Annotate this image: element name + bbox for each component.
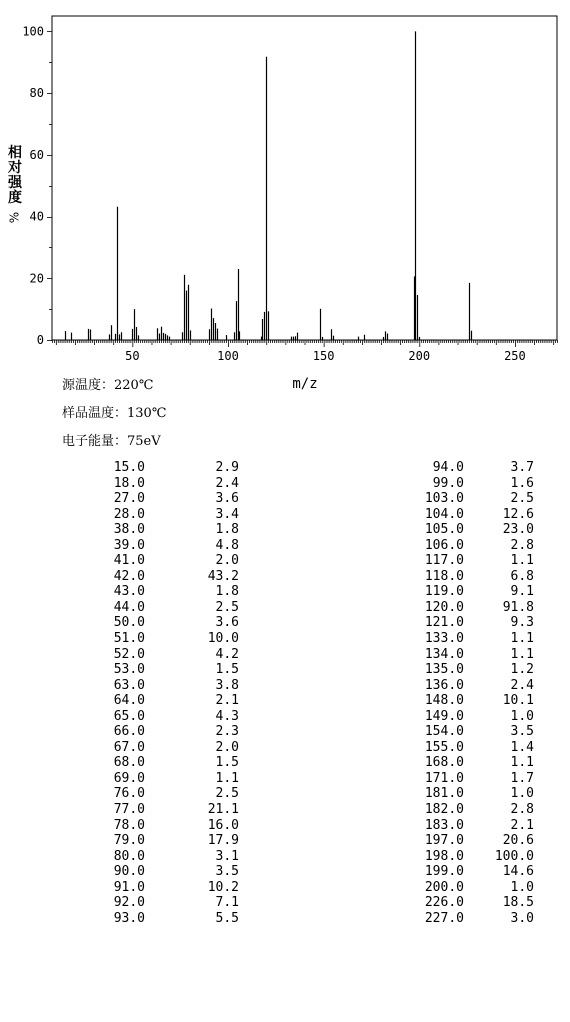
intensity-cell: 1.1: [510, 646, 534, 662]
intensity-cell: 12.6: [502, 506, 534, 522]
y-axis-label: [6, 146, 24, 225]
intensity-cell: 18.5: [502, 895, 534, 911]
intensity-cell: 20.6: [502, 833, 534, 849]
table-row: [90, 476, 534, 492]
mz-cell: 226.0: [424, 895, 464, 911]
intensity-cell: 1.5: [215, 662, 239, 678]
table-row: [90, 880, 534, 896]
mz-cell: 41.0: [113, 553, 145, 569]
intensity-cell: 10.2: [207, 879, 239, 895]
table-row: [90, 740, 534, 756]
mz-cell: 63.0: [113, 677, 145, 693]
intensity-cell: 1.7: [510, 770, 534, 786]
mz-cell: 43.0: [113, 584, 145, 600]
mz-cell: 99.0: [432, 475, 464, 491]
intensity-cell: 7.1: [215, 895, 239, 911]
mz-cell: 50.0: [113, 615, 145, 631]
mz-cell: 119.0: [424, 584, 464, 600]
y-tick-label: 80: [29, 86, 44, 101]
peak-table: [90, 460, 534, 926]
mz-cell: 200.0: [424, 879, 464, 895]
intensity-cell: 1.5: [215, 755, 239, 771]
mz-cell: 77.0: [113, 802, 145, 818]
mz-cell: 38.0: [113, 522, 145, 538]
mz-cell: 93.0: [113, 910, 145, 926]
intensity-cell: 2.9: [215, 460, 239, 475]
intensity-cell: 2.1: [215, 693, 239, 709]
mz-cell: 76.0: [113, 786, 145, 802]
mz-cell: 44.0: [113, 599, 145, 615]
intensity-cell: 2.4: [510, 677, 534, 693]
mz-cell: 148.0: [424, 693, 464, 709]
mz-cell: 103.0: [424, 491, 464, 507]
intensity-cell: 3.6: [215, 615, 239, 631]
electron-energy: 电子能量：75eV: [62, 434, 161, 449]
mz-cell: 134.0: [424, 646, 464, 662]
mz-cell: 27.0: [113, 491, 145, 507]
table-row: [90, 786, 534, 802]
mz-cell: 136.0: [424, 677, 464, 693]
mz-cell: 80.0: [113, 848, 145, 864]
table-row: [90, 802, 534, 818]
mz-cell: 65.0: [113, 708, 145, 724]
x-tick-label: 50: [125, 349, 140, 363]
table-row: [90, 491, 534, 507]
mz-cell: 154.0: [424, 724, 464, 740]
mz-cell: 79.0: [113, 833, 145, 849]
mz-cell: 199.0: [424, 864, 464, 880]
mz-cell: 181.0: [424, 786, 464, 802]
mz-cell: 42.0: [113, 568, 145, 584]
mz-cell: 92.0: [113, 895, 145, 911]
mz-cell: 18.0: [113, 475, 145, 491]
table-row: [90, 833, 534, 849]
mz-cell: 69.0: [113, 770, 145, 786]
spectrum-bars: [66, 31, 472, 340]
table-row: [90, 895, 534, 911]
table-row: [90, 662, 534, 678]
y-tick-label: 60: [29, 147, 44, 162]
mz-cell: 104.0: [424, 506, 464, 522]
intensity-cell: 1.1: [510, 755, 534, 771]
mz-cell: 53.0: [113, 662, 145, 678]
mz-cell: 121.0: [424, 615, 464, 631]
mz-cell: 149.0: [424, 708, 464, 724]
intensity-cell: 6.8: [510, 568, 534, 584]
plot-border: [52, 16, 557, 340]
intensity-cell: 1.0: [510, 786, 534, 802]
mz-cell: 197.0: [424, 833, 464, 849]
mz-cell: 133.0: [424, 631, 464, 647]
table-row: [90, 709, 534, 725]
intensity-cell: 10.0: [207, 631, 239, 647]
x-tick-label: 200: [408, 349, 431, 363]
mz-cell: 135.0: [424, 662, 464, 678]
intensity-cell: 1.4: [510, 739, 534, 755]
intensity-cell: 3.5: [215, 864, 239, 880]
intensity-cell: 4.3: [215, 708, 239, 724]
intensity-cell: 2.1: [510, 817, 534, 833]
table-row: [90, 724, 534, 740]
intensity-cell: 16.0: [207, 817, 239, 833]
y-tick-label: 0: [36, 333, 44, 347]
intensity-cell: 3.5: [510, 724, 534, 740]
table-row: [90, 584, 534, 600]
table-row: [90, 755, 534, 771]
mz-cell: 182.0: [424, 802, 464, 818]
mz-cell: 171.0: [424, 770, 464, 786]
table-row: [90, 693, 534, 709]
intensity-cell: 2.0: [215, 739, 239, 755]
intensity-cell: 10.1: [502, 693, 534, 709]
mz-cell: 106.0: [424, 537, 464, 553]
intensity-cell: 1.1: [215, 770, 239, 786]
intensity-cell: 21.1: [207, 802, 239, 818]
intensity-cell: 1.0: [510, 879, 534, 895]
y-tick-label: 20: [29, 271, 44, 286]
intensity-cell: 3.8: [215, 677, 239, 693]
table-row: [90, 553, 534, 569]
table-row: [90, 647, 534, 663]
sample-temperature: 样品温度：130℃: [62, 406, 167, 421]
intensity-cell: 3.1: [215, 848, 239, 864]
intensity-cell: 43.2: [207, 568, 239, 584]
table-row: [90, 911, 534, 927]
mz-cell: 67.0: [113, 739, 145, 755]
mz-cell: 118.0: [424, 568, 464, 584]
intensity-cell: 1.6: [510, 475, 534, 491]
intensity-cell: 14.6: [502, 864, 534, 880]
intensity-cell: 3.0: [510, 910, 534, 926]
intensity-cell: 2.0: [215, 553, 239, 569]
intensity-cell: 100.0: [494, 848, 534, 864]
table-row: [90, 615, 534, 631]
mz-cell: 94.0: [432, 460, 464, 475]
table-row: [90, 600, 534, 616]
intensity-cell: 5.5: [215, 910, 239, 926]
mz-cell: 91.0: [113, 879, 145, 895]
intensity-cell: 3.6: [215, 491, 239, 507]
y-tick-label: 100: [22, 24, 44, 39]
y-tick-label: 40: [29, 209, 44, 224]
intensity-cell: 1.1: [510, 631, 534, 647]
plot-frame: [52, 16, 557, 340]
mz-cell: 183.0: [424, 817, 464, 833]
mz-cell: 15.0: [113, 460, 145, 475]
intensity-cell: 1.1: [510, 553, 534, 569]
intensity-cell: 2.4: [215, 475, 239, 491]
source-temperature: 源温度：220℃: [62, 378, 154, 393]
table-row: [90, 538, 534, 554]
intensity-cell: 2.8: [510, 537, 534, 553]
mz-cell: 90.0: [113, 864, 145, 880]
intensity-cell: 2.5: [510, 491, 534, 507]
table-row: [90, 849, 534, 865]
intensity-cell: 2.3: [215, 724, 239, 740]
mz-cell: 68.0: [113, 755, 145, 771]
table-row: [90, 818, 534, 834]
table-row: [90, 507, 534, 523]
intensity-cell: 91.8: [502, 599, 534, 615]
intensity-cell: 2.5: [215, 599, 239, 615]
table-row: [90, 631, 534, 647]
intensity-cell: 1.8: [215, 522, 239, 538]
table-row: [90, 569, 534, 585]
mz-cell: 120.0: [424, 599, 464, 615]
intensity-cell: 9.3: [510, 615, 534, 631]
intensity-cell: 3.4: [215, 506, 239, 522]
mz-cell: 105.0: [424, 522, 464, 538]
intensity-cell: 1.8: [215, 584, 239, 600]
intensity-cell: 9.1: [510, 584, 534, 600]
intensity-cell: 2.5: [215, 786, 239, 802]
x-tick-label: 250: [504, 349, 526, 363]
mz-cell: 117.0: [424, 553, 464, 569]
intensity-cell: 1.2: [510, 662, 534, 678]
x-axis: [53, 340, 558, 363]
intensity-cell: 2.8: [510, 802, 534, 818]
mz-cell: 28.0: [113, 506, 145, 522]
mz-cell: 51.0: [113, 631, 145, 647]
mz-cell: 227.0: [424, 910, 464, 926]
mz-cell: 168.0: [424, 755, 464, 771]
x-tick-label: 100: [217, 349, 239, 363]
y-axis: [22, 24, 52, 347]
intensity-cell: 17.9: [207, 833, 239, 849]
table-row: [90, 460, 534, 476]
intensity-cell: 3.7: [510, 460, 534, 475]
intensity-cell: 4.2: [215, 646, 239, 662]
y-axis-unit: %: [7, 211, 22, 224]
intensity-cell: 4.8: [215, 537, 239, 553]
mz-cell: 155.0: [424, 739, 464, 755]
mz-cell: 66.0: [113, 724, 145, 740]
intensity-cell: 1.0: [510, 708, 534, 724]
x-axis-label: m/z: [292, 376, 318, 392]
table-row: [90, 864, 534, 880]
mz-cell: 78.0: [113, 817, 145, 833]
mz-cell: 39.0: [113, 537, 145, 553]
x-tick-label: 150: [312, 349, 335, 363]
intensity-cell: 23.0: [502, 522, 534, 538]
mz-cell: 64.0: [113, 693, 145, 709]
table-row: [90, 678, 534, 694]
table-row: [90, 771, 534, 787]
mz-cell: 52.0: [113, 646, 145, 662]
y-axis-label-text: 相 对 强 度: [8, 145, 22, 206]
mz-cell: 198.0: [424, 848, 464, 864]
table-row: [90, 522, 534, 538]
